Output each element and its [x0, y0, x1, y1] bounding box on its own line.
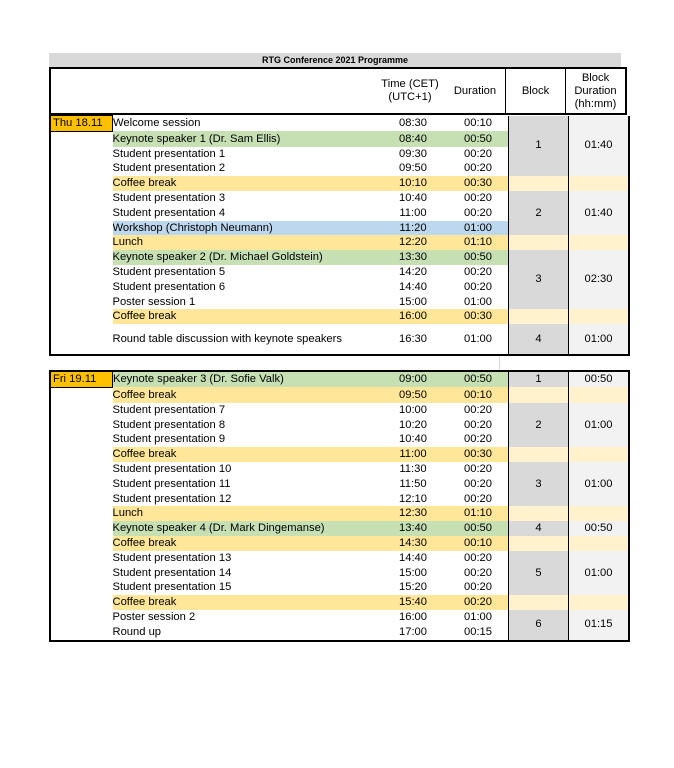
schedule-row	[50, 176, 629, 191]
block-number: 5	[509, 551, 569, 595]
duration-cell: 00:50	[448, 371, 509, 387]
activity-cell: Student presentation 11	[112, 477, 231, 490]
block-duration: 01:00	[569, 551, 630, 595]
time-cell: 08:40	[378, 131, 448, 146]
duration-cell: 00:20	[464, 581, 492, 594]
duration-cell: 01:00	[464, 295, 492, 308]
schedule-row	[50, 116, 629, 132]
duration-cell: 00:20	[464, 477, 492, 490]
time-cell: 11:30	[399, 462, 427, 475]
time-cell: 14:40	[399, 551, 427, 564]
duration-cell: 00:30	[448, 176, 509, 191]
block-number: 1	[509, 116, 569, 177]
day1-schedule	[49, 115, 630, 356]
duration-cell: 00:10	[448, 387, 509, 402]
break-duration-cell	[569, 387, 630, 402]
time-cell: 09:00	[378, 371, 448, 387]
block-duration: 02:30	[569, 250, 630, 309]
break-duration-cell	[569, 309, 630, 324]
activity-cell: Lunch	[113, 235, 379, 250]
duration-cell: 00:50	[448, 250, 509, 265]
section-gap	[49, 356, 621, 370]
block-header: Block	[506, 68, 566, 114]
break-duration-cell	[569, 595, 630, 610]
block-number: 4	[509, 324, 569, 355]
activity-cell: Round up	[112, 625, 162, 638]
break-duration-cell	[569, 536, 630, 551]
time-cell: 10:40	[399, 433, 427, 446]
time-cell: 16:00	[378, 309, 448, 324]
activity-cell: Student presentation 3	[112, 191, 226, 204]
break-block-cell	[509, 447, 569, 462]
activity-cell: Student presentation 15	[112, 581, 232, 594]
duration-cell: 00:20	[464, 433, 492, 446]
time-cell: 15:20	[399, 581, 427, 594]
duration-header: Duration	[453, 84, 497, 97]
duration-cell: 00:20	[464, 418, 492, 431]
time-cell: 15:00	[399, 566, 427, 579]
time-cell: 12:30	[378, 506, 448, 521]
schedule-row	[50, 250, 629, 265]
time-cell: 15:40	[378, 595, 448, 610]
schedule-row	[50, 235, 629, 250]
break-block-cell	[509, 387, 569, 402]
break-duration-cell	[569, 506, 630, 521]
time-cell: 13:30	[378, 250, 448, 265]
schedule-row	[50, 403, 629, 418]
header-table	[49, 67, 627, 115]
break-duration-cell	[569, 235, 630, 250]
duration-cell: 00:50	[448, 131, 509, 146]
schedule-row	[50, 309, 629, 324]
duration-cell: 00:20	[464, 162, 492, 175]
duration-cell: 00:20	[464, 492, 492, 505]
schedule-row	[50, 387, 629, 402]
time-cell: 12:20	[378, 235, 448, 250]
activity-cell: Keynote speaker 1 (Dr. Sam Ellis)	[113, 131, 379, 146]
duration-cell: 00:20	[448, 595, 509, 610]
activity-cell: Lunch	[113, 506, 379, 521]
activity-cell: Student presentation 2	[112, 162, 226, 175]
duration-cell: 01:00	[448, 221, 509, 236]
time-cell: 11:00	[378, 447, 448, 462]
duration-cell: 01:00	[464, 610, 492, 623]
block-number: 1	[509, 371, 569, 387]
activity-cell: Student presentation 8	[112, 418, 226, 431]
duration-cell: 00:20	[464, 551, 492, 564]
time-cell: 13:40	[378, 521, 448, 536]
time-cell: 11:00	[399, 206, 427, 219]
activity-cell: Student presentation 4	[112, 206, 226, 219]
time-cell: 10:40	[399, 191, 427, 204]
block-number: 3	[509, 462, 569, 506]
schedule-row	[50, 536, 629, 551]
schedule-row	[50, 191, 629, 206]
activity-cell: Coffee break	[113, 447, 379, 462]
activity-cell: Coffee break	[113, 387, 379, 402]
duration-cell: 00:20	[464, 403, 492, 416]
schedule-row	[50, 447, 629, 462]
duration-cell: 01:10	[448, 235, 509, 250]
duration-cell: 01:10	[448, 506, 509, 521]
break-duration-cell	[569, 447, 630, 462]
time-cell: 15:00	[399, 295, 427, 308]
activity-cell: Student presentation 7	[112, 403, 226, 416]
activity-cell: Student presentation 10	[112, 462, 232, 475]
duration-cell: 00:10	[448, 536, 509, 551]
time-cell: 11:20	[378, 221, 448, 236]
break-block-cell	[509, 235, 569, 250]
time-cell: 09:30	[399, 147, 427, 160]
schedule-row	[50, 324, 629, 355]
block-duration: 01:15	[569, 610, 630, 641]
block-duration: 00:50	[569, 371, 630, 387]
time-cell: 11:50	[399, 477, 427, 490]
activity-cell: Keynote speaker 3 (Dr. Sofie Valk)	[113, 371, 379, 387]
block-duration: 01:00	[569, 324, 630, 355]
break-duration-cell	[569, 176, 630, 191]
duration-cell: 00:20	[464, 265, 492, 278]
block-number: 6	[509, 610, 569, 641]
block-number: 3	[509, 250, 569, 309]
block-duration: 01:00	[569, 462, 630, 506]
block-duration-header: Block Duration (hh:mm)	[566, 68, 627, 114]
block-number: 2	[509, 403, 569, 447]
duration-cell: 00:50	[448, 521, 509, 536]
schedule-row	[50, 462, 629, 477]
block-duration: 01:00	[569, 403, 630, 447]
time-cell: 17:00	[399, 625, 427, 638]
time-cell: 08:30	[399, 117, 427, 129]
activity-cell: Coffee break	[113, 536, 379, 551]
schedule-row	[50, 506, 629, 521]
duration-cell: 00:30	[448, 309, 509, 324]
break-block-cell	[509, 176, 569, 191]
activity-cell: Workshop (Christoph Neumann)	[113, 221, 379, 236]
break-block-cell	[509, 309, 569, 324]
activity-cell: Student presentation 14	[112, 566, 232, 579]
time-cell: 10:00	[399, 403, 427, 416]
activity-cell: Student presentation 9	[112, 433, 226, 446]
schedule-row	[50, 521, 629, 536]
time-cell: 09:50	[378, 387, 448, 402]
break-block-cell	[509, 536, 569, 551]
duration-cell: 01:00	[464, 332, 492, 345]
activity-cell: Student presentation 13	[112, 551, 232, 564]
activity-cell: Keynote speaker 2 (Dr. Michael Goldstein)	[113, 250, 379, 265]
activity-cell: Student presentation 6	[112, 280, 226, 293]
time-cell: 14:20	[399, 265, 427, 278]
schedule-row	[50, 551, 629, 566]
header-row	[50, 68, 626, 114]
duration-cell: 00:15	[464, 625, 492, 638]
activity-cell: Poster session 1	[112, 295, 196, 308]
day-label: Thu 18.11	[50, 116, 113, 132]
schedule-row	[50, 371, 629, 387]
duration-cell: 00:20	[464, 566, 492, 579]
activity-cell: Round table discussion with keynote speakers	[112, 333, 342, 346]
activity-cell: Student presentation 1	[112, 147, 226, 160]
day-label: Fri 19.11	[50, 371, 113, 387]
time-cell: 09:50	[399, 162, 427, 175]
activity-cell: Welcome session	[113, 117, 201, 129]
break-block-cell	[509, 506, 569, 521]
time-cell: 16:30	[399, 332, 427, 345]
time-cell: 16:00	[399, 610, 427, 623]
programme-title: RTG Conference 2021 Programme	[49, 53, 621, 67]
time-cell: 14:30	[378, 536, 448, 551]
duration-cell: 00:20	[464, 191, 492, 204]
duration-cell: 00:20	[464, 206, 492, 219]
schedule-row	[50, 610, 629, 625]
time-cell: 12:10	[399, 492, 427, 505]
time-header: Time (CET) (UTC+1)	[381, 78, 439, 103]
activity-cell: Student presentation 12	[112, 492, 232, 505]
activity-cell: Coffee break	[113, 595, 379, 610]
schedule-row	[50, 595, 629, 610]
time-cell: 10:10	[378, 176, 448, 191]
duration-cell: 00:20	[464, 280, 492, 293]
break-block-cell	[509, 595, 569, 610]
programme-sheet	[49, 53, 621, 642]
time-cell: 10:20	[399, 418, 427, 431]
block-number: 2	[509, 191, 569, 235]
activity-cell: Coffee break	[113, 309, 379, 324]
duration-cell: 00:20	[464, 462, 492, 475]
duration-cell: 00:10	[464, 117, 492, 129]
day2-schedule	[49, 370, 630, 641]
block-duration: 01:40	[569, 116, 630, 177]
activity-cell: Keynote speaker 4 (Dr. Mark Dingemanse)	[113, 521, 379, 536]
block-duration: 00:50	[569, 521, 630, 536]
activity-cell: Coffee break	[113, 176, 379, 191]
activity-cell: Student presentation 5	[112, 265, 226, 278]
time-cell: 14:40	[399, 280, 427, 293]
block-number: 4	[509, 521, 569, 536]
duration-cell: 00:30	[448, 447, 509, 462]
duration-cell: 00:20	[464, 147, 492, 160]
block-duration: 01:40	[569, 191, 630, 235]
activity-cell: Poster session 2	[112, 610, 196, 623]
